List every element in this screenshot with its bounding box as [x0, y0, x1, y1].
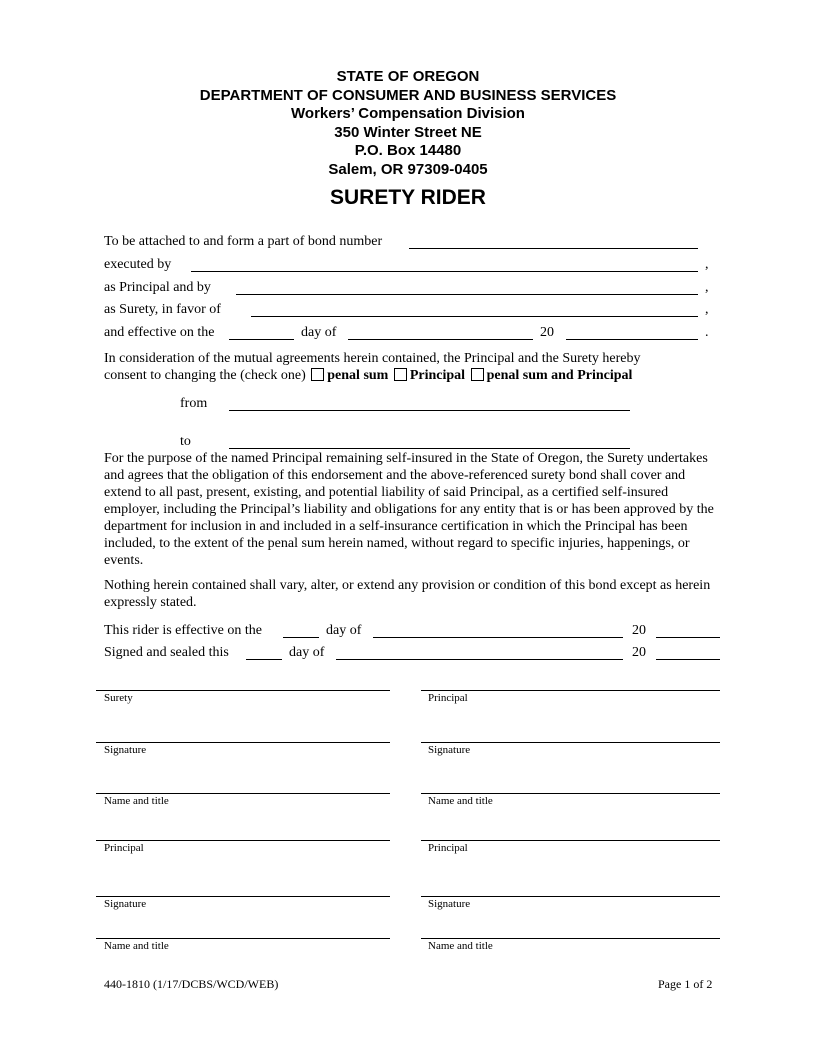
principal-left-signature-line[interactable] [96, 896, 390, 897]
from-label: from [180, 396, 208, 411]
signed-day-of-label: day of [289, 645, 325, 660]
principal-right2-line[interactable] [421, 840, 720, 841]
year-prefix: 20 [540, 325, 554, 340]
principal-left-name-title-line[interactable] [96, 938, 390, 939]
effective-on-label: and effective on the [104, 325, 215, 340]
agency-city: Salem, OR 97309-0405 [328, 161, 488, 178]
signed-day-field[interactable] [246, 659, 282, 660]
signed-year-prefix: 20 [632, 645, 646, 660]
surety-signature-line[interactable] [96, 742, 390, 743]
surety-in-favor-label: as Surety, in favor of [104, 302, 221, 317]
comma: , [705, 302, 709, 317]
signed-year-field[interactable] [656, 659, 720, 660]
agency-street: 350 Winter Street NE [334, 124, 482, 141]
principal-right2-name-title-label: Name and title [428, 940, 493, 952]
signed-month-field[interactable] [336, 659, 623, 660]
surety-signature-label: Signature [104, 744, 147, 756]
page-number: Page 1 of 2 [658, 977, 713, 991]
period: . [705, 325, 709, 340]
bond-number-field[interactable] [409, 248, 698, 249]
surety-label: Surety [104, 692, 133, 704]
day-of-label: day of [301, 325, 337, 340]
principal-right-name-title-line[interactable] [421, 793, 720, 794]
rider-day-of-label: day of [326, 623, 362, 638]
agency-state: STATE OF OREGON [336, 68, 480, 85]
principal-option-label: Principal [409, 368, 466, 383]
principal-left-label: Principal [104, 842, 144, 854]
nothing-herein-paragraph: Nothing herein contained shall vary, alter, or extend any provision or condition of this bond except as herein expressly stated. [104, 578, 711, 610]
principal-right2-signature-label: Signature [428, 898, 471, 910]
effective-year-field[interactable] [566, 339, 698, 340]
page-title: SURETY RIDER [330, 186, 486, 209]
rider-year-prefix: 20 [632, 623, 646, 638]
rider-year-field[interactable] [656, 637, 720, 638]
agency-division: Workers’ Compensation Division [291, 105, 525, 122]
consideration-check-label: consent to changing the (check one) [104, 368, 306, 383]
surety-name-title-line[interactable] [96, 793, 390, 794]
principal-right-name-title-label: Name and title [428, 795, 493, 807]
surety-line[interactable] [96, 690, 390, 691]
principal-left-name-title-label: Name and title [104, 940, 169, 952]
comma: , [705, 280, 709, 295]
penal-sum-and-principal-option-label: penal sum and Principal [486, 368, 633, 383]
to-label: to [180, 434, 191, 449]
rider-day-field[interactable] [283, 637, 319, 638]
rider-month-field[interactable] [373, 637, 623, 638]
effective-month-field[interactable] [348, 339, 533, 340]
bond-number-label: To be attached to and form a part of bond number [104, 234, 383, 249]
purpose-paragraph: For the purpose of the named Principal remaining self-insured in the State of Oregon, the Surety undertakes and agrees that the obligation of this endorsement and the above-referenced surety bond shall cover and extend to all past, present, existing, and potential liability of said Principal, as a certified self-insured employer, including the Principal’s liability and obligations for any entity that is or has been approved by the department for inclusion in and included in a self-insurance certification in which the Principal has been included, to the extent of the penal sum herein named, without regard to specific injuries, happenings, or events. [104, 451, 714, 568]
agency-department: DEPARTMENT OF CONSUMER AND BUSINESS SERVICES [199, 87, 617, 104]
executed-by-field[interactable] [191, 271, 698, 272]
to-field[interactable] [229, 448, 630, 449]
rider-effective-label: This rider is effective on the [104, 623, 262, 638]
penal-sum-option-label: penal sum [327, 368, 389, 383]
principal-right2-signature-line[interactable] [421, 896, 720, 897]
principal-left-signature-label: Signature [104, 898, 147, 910]
penal-sum-and-principal-checkbox[interactable] [471, 368, 484, 381]
consideration-text: In consideration of the mutual agreements herein contained, the Principal and the Surety hereby [104, 351, 641, 366]
principal-right-signature-line[interactable] [421, 742, 720, 743]
principal-right2-label: Principal [428, 842, 468, 854]
executed-by-label: executed by [104, 257, 172, 272]
principal-right2-name-title-line[interactable] [421, 938, 720, 939]
principal-left-line[interactable] [96, 840, 390, 841]
principal-and-by-label: as Principal and by [104, 280, 211, 295]
comma: , [705, 257, 709, 272]
effective-day-field[interactable] [229, 339, 294, 340]
from-field[interactable] [229, 410, 630, 411]
principal-right-signature-label: Signature [428, 744, 471, 756]
signed-sealed-label: Signed and sealed this [104, 645, 229, 660]
surety-in-favor-field[interactable] [251, 316, 698, 317]
penal-sum-checkbox[interactable] [311, 368, 324, 381]
form-number: 440-1810 (1/17/DCBS/WCD/WEB) [104, 977, 279, 991]
principal-right-line[interactable] [421, 690, 720, 691]
principal-right-label: Principal [428, 692, 468, 704]
principal-checkbox[interactable] [394, 368, 407, 381]
consideration-options [104, 367, 632, 384]
principal-field[interactable] [236, 294, 698, 295]
agency-po-box: P.O. Box 14480 [354, 142, 462, 159]
surety-name-title-label: Name and title [104, 795, 169, 807]
